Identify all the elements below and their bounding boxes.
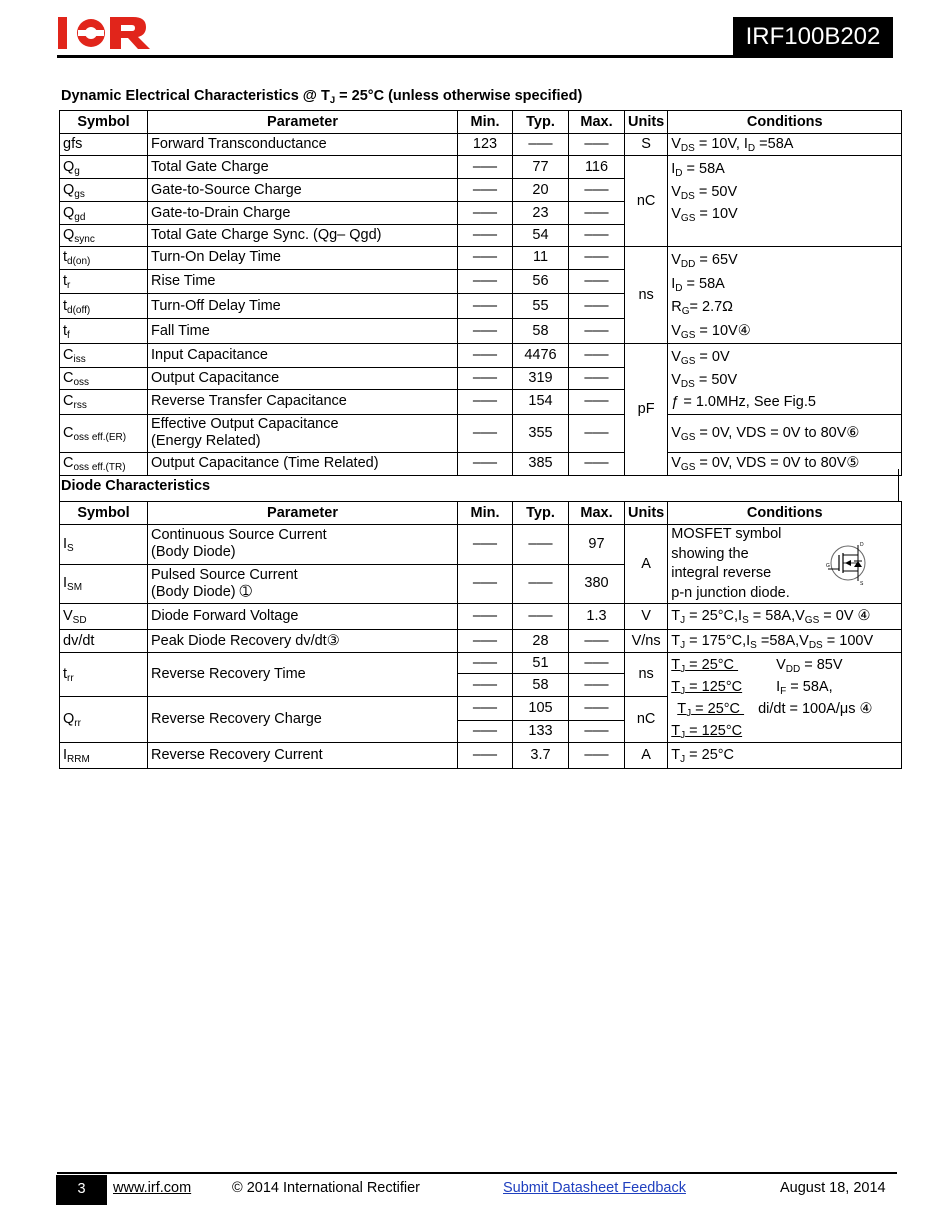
parameter: Rise Time [148,269,458,294]
typ: 54 [513,225,569,247]
parameter: Gate-to-Source Charge [148,179,458,202]
parameter: Total Gate Charge Sync. (Qg– Qgd) [148,225,458,247]
min: ––– [458,525,513,565]
typ: 154 [513,389,569,414]
typ: 355 [513,414,569,452]
symbol: $C_{iss}$ [60,344,148,368]
col-parameter: Parameter [148,111,458,134]
max: ––– [569,414,625,452]
col-max: Max. [569,502,625,525]
min: ––– [458,452,513,475]
parameter: Fall Time [148,319,458,344]
table-row [60,247,902,270]
parameter: Output Capacitance (Time Related) [148,452,458,475]
symbol: $C_{rss}$ [60,389,148,414]
typ: 319 [513,367,569,389]
col-conditions: Conditions [668,111,902,134]
table-header-row [60,111,902,134]
min: ––– [458,564,513,604]
conditions: $V_{GS} = 0V$, VDS = 0V to 80V⑥ [668,414,902,452]
max: ––– [569,697,625,721]
conditions: $T_J = 25^\circ C$ $V_{DD} = 85V$ $T_J = 125^\circ C$ $I_F = 58A$, $T_J = 25^\circ C$ di/dt = 100A/μs ④ $T_J = 125^\circ C$ [668,653,902,743]
typ: 105 [513,697,569,721]
symbol: $I_S$ [60,525,148,565]
table-row [60,134,902,156]
typ: ––– [513,134,569,156]
table-row [60,630,902,653]
max: 1.3 [569,604,625,630]
symbol: $Q_g$ [60,156,148,179]
symbol: $V_{SD}$ [60,604,148,630]
gate-label: G [826,563,831,569]
symbol: $I_{RRM}$ [60,743,148,769]
symbol: $t_r$ [60,269,148,294]
min: ––– [458,653,513,674]
col-parameter: Parameter [148,502,458,525]
symbol: $Q_{sync}$ [60,225,148,247]
symbol: dv/dt [60,630,148,653]
max: ––– [569,367,625,389]
table-header-row [60,502,902,525]
symbol: $Q_{rr}$ [60,697,148,743]
min: ––– [458,367,513,389]
copyright: © 2014 International Rectifier [232,1180,421,1196]
parameter: Reverse Recovery Time [148,653,458,697]
conditions: $V_{DS} = 10V$, $I_D =58A$ [668,134,902,156]
max: ––– [569,225,625,247]
max: ––– [569,179,625,202]
units: V [625,604,668,630]
col-symbol: Symbol [60,502,148,525]
table-row [60,414,902,452]
max: 116 [569,156,625,179]
typ: 77 [513,156,569,179]
min: ––– [458,604,513,630]
symbol: $t_{d(off)}$ [60,294,148,319]
symbol: $t_{d(on)}$ [60,247,148,270]
col-units: Units [625,111,668,134]
col-typ: Typ. [513,111,569,134]
conditions: $T_J = 25^\circ C$ [668,743,902,769]
symbol: $C_{oss eff.(TR)}$ [60,452,148,475]
parameter: Peak Diode Recovery dv/dt③ [148,630,458,653]
min: ––– [458,697,513,721]
max: ––– [569,344,625,368]
max: ––– [569,743,625,769]
max: ––– [569,294,625,319]
symbol: $I_{SM}$ [60,564,148,604]
parameter: Input Capacitance [148,344,458,368]
col-min: Min. [458,111,513,134]
units: nC [625,697,668,743]
units: ns [625,247,668,344]
min: ––– [458,344,513,368]
ir-logo [58,14,153,52]
typ: ––– [513,564,569,604]
parameter: Gate-to-Drain Charge [148,202,458,225]
parameter: Reverse Transfer Capacitance [148,389,458,414]
table-row [60,604,902,630]
symbol: $C_{oss}$ [60,367,148,389]
col-min: Min. [458,502,513,525]
min: ––– [458,630,513,653]
date: August 18, 2014 [780,1180,886,1196]
min: ––– [458,269,513,294]
typ: 58 [513,319,569,344]
max: ––– [569,721,625,743]
max: ––– [569,269,625,294]
parameter: Reverse Recovery Charge [148,697,458,743]
max: ––– [569,202,625,225]
symbol: $Q_{gd}$ [60,202,148,225]
typ: 385 [513,452,569,475]
conditions: MOSFET symbol showing the integral reverse p-n junction diode. D G S [668,525,902,604]
col-symbol: Symbol [60,111,148,134]
parameter: Turn-On Delay Time [148,247,458,270]
conditions: $T_J = 25^\circ C,I_S = 58A,V_{GS} = 0V$ ④ [668,604,902,630]
symbol: $t_{rr}$ [60,653,148,697]
max: ––– [569,319,625,344]
symbol: $Q_{gs}$ [60,179,148,202]
min: ––– [458,179,513,202]
table-row [60,156,902,179]
max: ––– [569,389,625,414]
parameter: Total Gate Charge [148,156,458,179]
min: ––– [458,721,513,743]
min: ––– [458,414,513,452]
typ: ––– [513,525,569,565]
conditions: $V_{GS} = 0V$ $V_{DS} = 50V$ ƒ = 1.0MHz, See Fig.5 [668,344,902,415]
conditions: $V_{DD} = 65V$ $I_D = 58A$ $R_G= 2.7\Omega$ $V_{GS}$ = 10V④ [668,247,902,344]
max: ––– [569,452,625,475]
diode-characteristics-table [59,501,902,769]
units: pF [625,344,668,476]
min: ––– [458,202,513,225]
diode-section-title: Diode Characteristics [61,478,211,494]
units: A [625,525,668,604]
typ: 3.7 [513,743,569,769]
website-link[interactable]: www.irf.com [113,1180,192,1196]
table-row [60,743,902,769]
parameter: Turn-Off Delay Time [148,294,458,319]
max: ––– [569,134,625,156]
typ: 56 [513,269,569,294]
min: ––– [458,156,513,179]
col-conditions: Conditions [668,502,902,525]
units: ns [625,653,668,697]
max: ––– [569,653,625,674]
mosfet-symbol-icon [826,539,868,587]
table-row [60,653,902,674]
dynamic-section-title: Dynamic Electrical Characteristics @ $T_J = 25^\circ C$ (unless otherwise specified) [61,88,583,106]
min: ––– [458,319,513,344]
typ: 58 [513,674,569,697]
max: ––– [569,630,625,653]
symbol: $t_f$ [60,319,148,344]
footer-rule [57,1172,897,1174]
drain-label: D [860,542,864,548]
typ: 133 [513,721,569,743]
col-units: Units [625,502,668,525]
parameter: Forward Transconductance [148,134,458,156]
typ: 55 [513,294,569,319]
typ: 28 [513,630,569,653]
header-rule [57,55,893,58]
source-label: S [860,581,864,587]
min: ––– [458,294,513,319]
typ: 23 [513,202,569,225]
symbol: gfs [60,134,148,156]
dynamic-characteristics-table [59,110,902,476]
min: 123 [458,134,513,156]
symbol: $C_{oss eff.(ER)}$ [60,414,148,452]
conditions: $I_D = 58A$ $V_{DS} = 50V$ $V_{GS} = 10V$ [668,156,902,247]
col-typ: Typ. [513,502,569,525]
max: ––– [569,247,625,270]
min: ––– [458,674,513,697]
typ: 51 [513,653,569,674]
min: ––– [458,743,513,769]
min: ––– [458,247,513,270]
part-number-badge: IRF100B202 [733,17,893,57]
parameter: Continuous Source Current (Body Diode) [148,525,458,565]
units: S [625,134,668,156]
typ: ––– [513,604,569,630]
parameter: Diode Forward Voltage [148,604,458,630]
max: ––– [569,674,625,697]
conditions: $T_J = 175^\circ C,I_S =58A,V_{DS} = 100V$ [668,630,902,653]
max: 97 [569,525,625,565]
parameter: Reverse Recovery Current [148,743,458,769]
typ: 20 [513,179,569,202]
feedback-link[interactable]: Submit Datasheet Feedback [503,1180,686,1196]
table-row [60,344,902,368]
parameter: Pulsed Source Current (Body Diode) ➀ [148,564,458,604]
max: 380 [569,564,625,604]
typ: 4476 [513,344,569,368]
units: V/ns [625,630,668,653]
conditions: $V_{GS} = 0V$, VDS = 0V to 80V⑤ [668,452,902,475]
units: nC [625,156,668,247]
col-max: Max. [569,111,625,134]
min: ––– [458,389,513,414]
min: ––– [458,225,513,247]
page-number: 3 [56,1175,107,1205]
units: A [625,743,668,769]
parameter: Output Capacitance [148,367,458,389]
table-row [60,525,902,565]
parameter: Effective Output Capacitance (Energy Related) [148,414,458,452]
typ: 11 [513,247,569,270]
